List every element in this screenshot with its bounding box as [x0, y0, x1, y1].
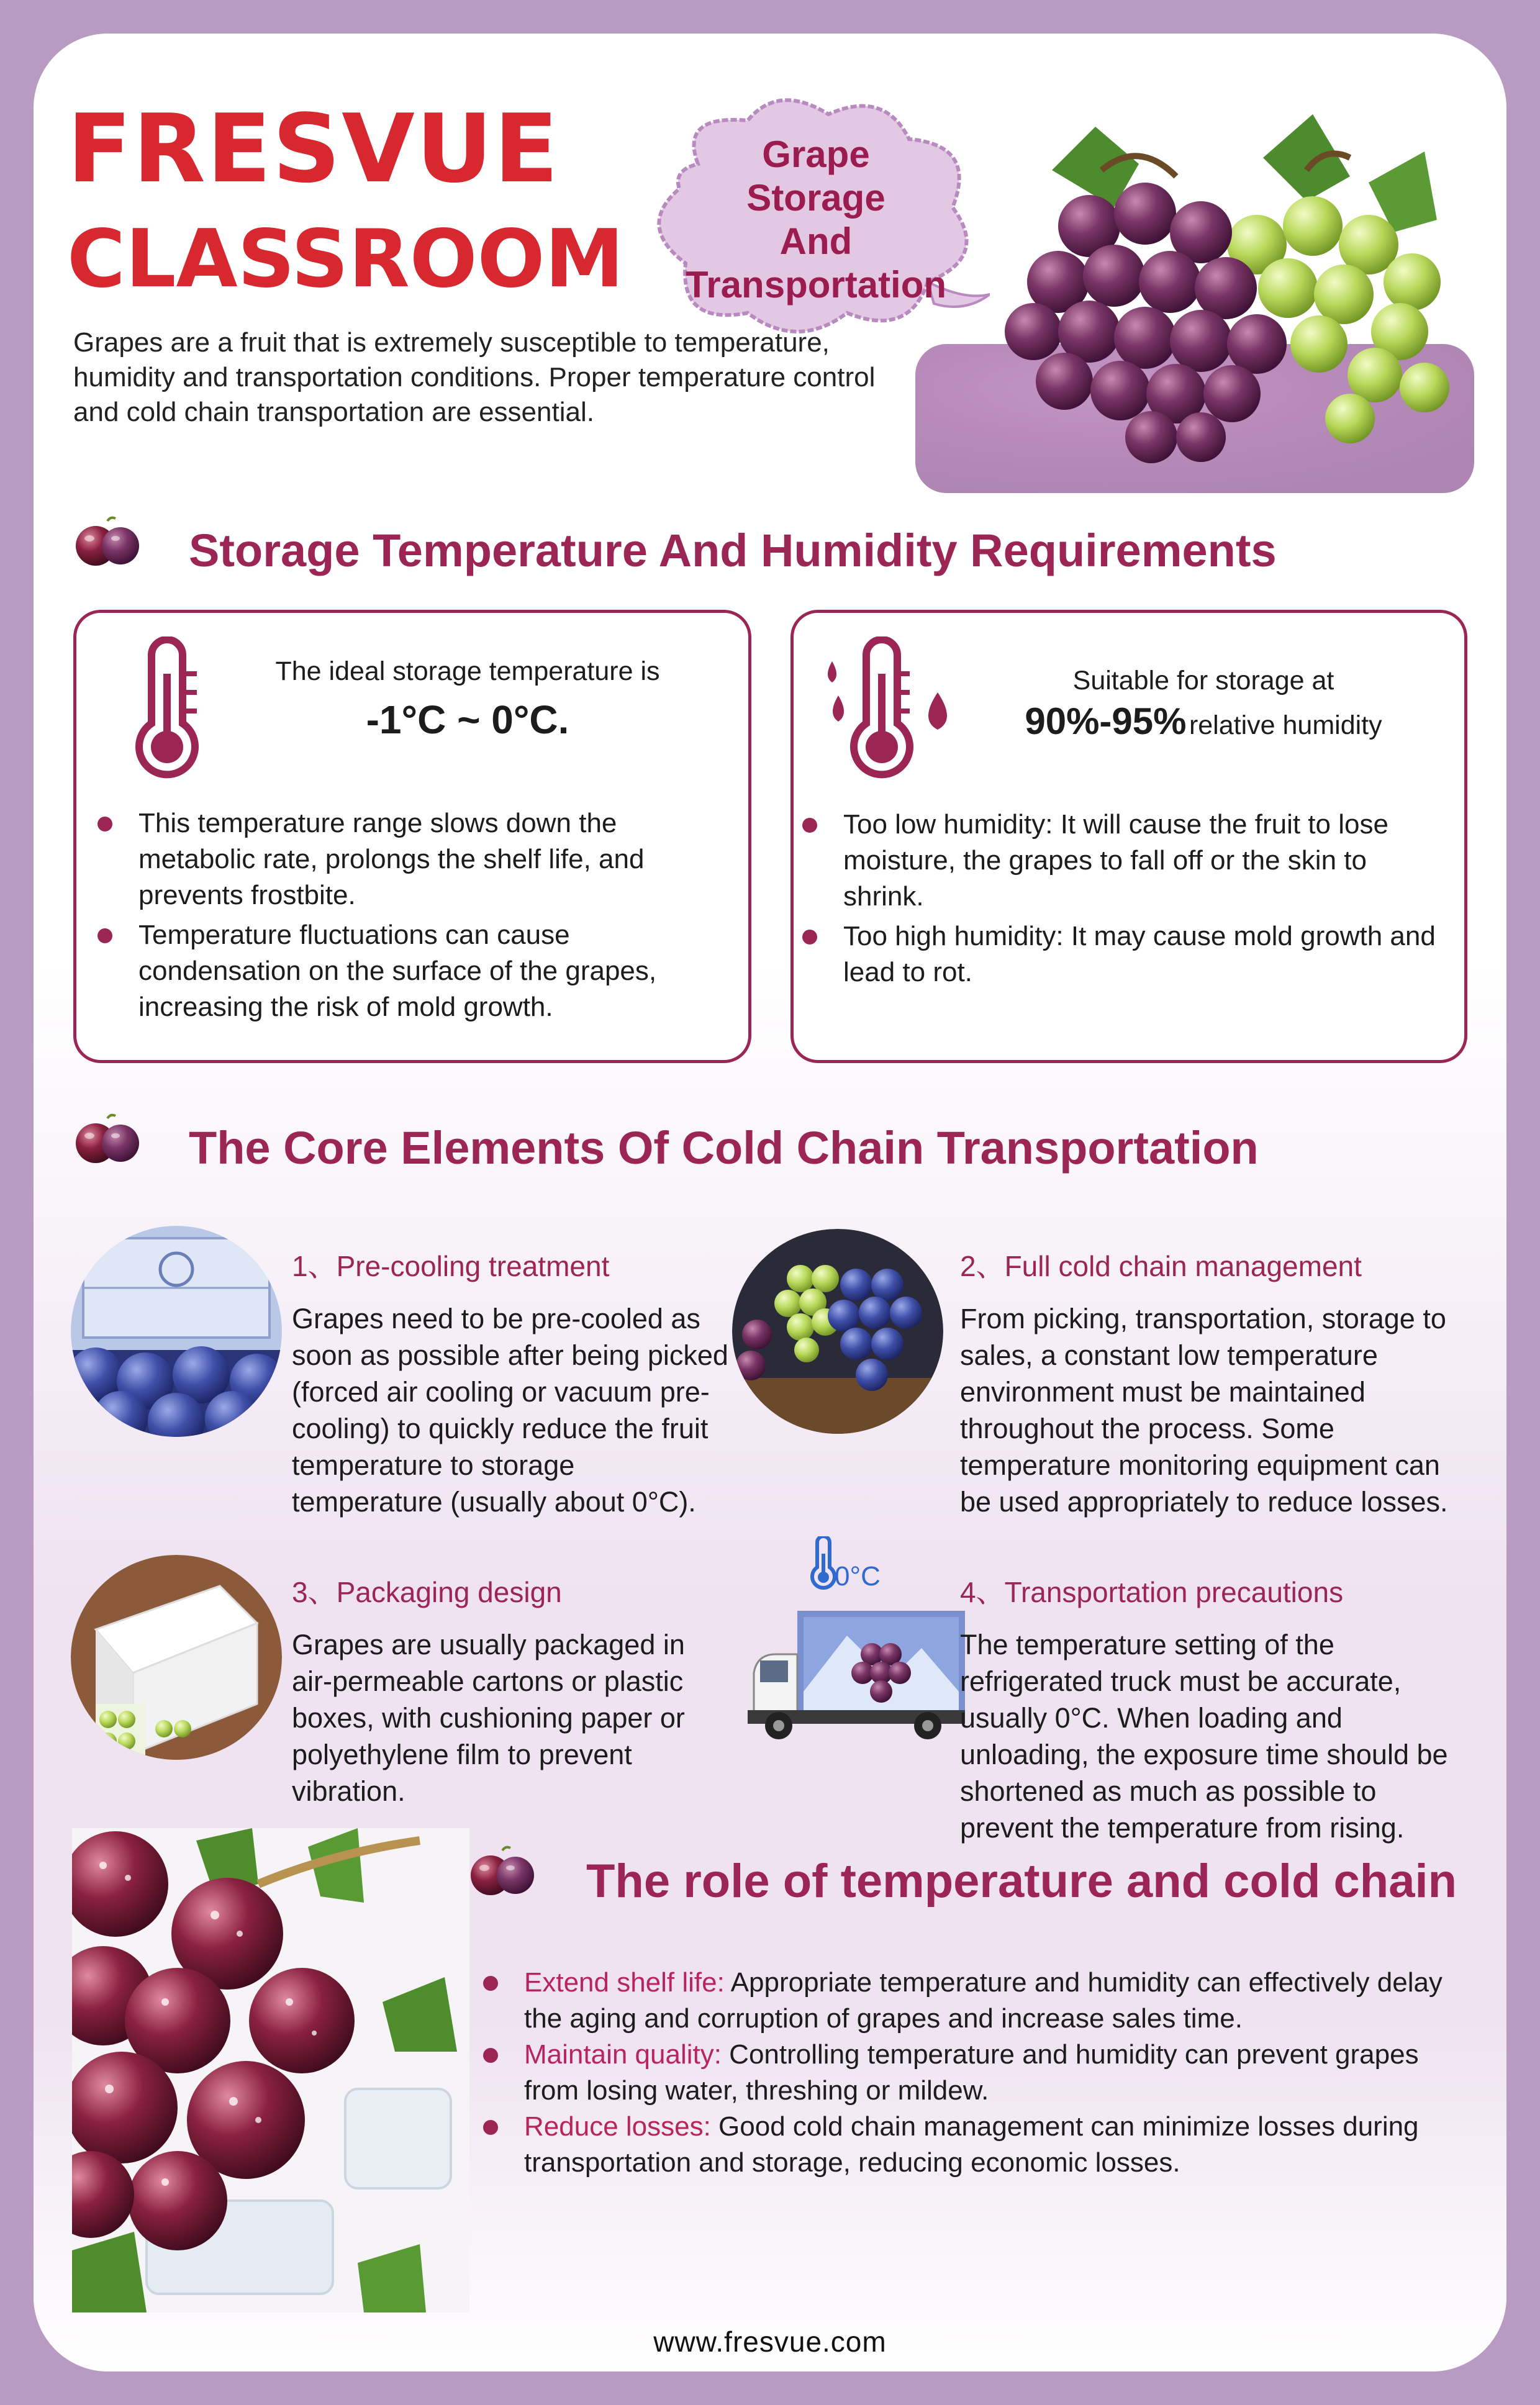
humidity-bullets [794, 807, 1439, 990]
humidity-suffix: relative humidity [1189, 710, 1382, 740]
grape-icon [73, 515, 142, 571]
humidity-lead: Suitable for storage at [1072, 666, 1334, 695]
refrigerated-truck-image [741, 1598, 971, 1747]
temperature-card [73, 610, 751, 1063]
brand-logo: FRESVUE [67, 94, 560, 204]
intro-text: Grapes are a fruit that is extremely susceptible to temperature, humidity and transportation conditions. Proper temperature control and cold chain transportation are essential. [73, 327, 876, 427]
truck-temperature-badge: 0°C [835, 1561, 881, 1592]
brand-subtitle: CLASSROOM [67, 213, 624, 306]
role-text: Controlling temperature and humidity can prevent grapes from losing water, threshing or mildew. [524, 2039, 1419, 2106]
precooling-image [71, 1226, 282, 1437]
element-body: Grapes need to be pre-cooled as soon as possible after being picked (forced air cooling or vacuum pre-cooling) to quickly reduce the fruit temperature to storage temperature (usually about 0°C). [292, 1303, 728, 1518]
temperature-bullets [89, 805, 716, 1025]
humidity-value: 90%-95% [1025, 700, 1187, 742]
grapes-ice-image [72, 1828, 469, 2312]
section-title-storage: Storage Temperature And Humidity Requirements [189, 525, 1277, 576]
list-item: Too high humidity: It may cause mold growth and lead to rot. [794, 918, 1439, 990]
list-item: This temperature range slows down the metabolic rate, prolongs the shelf life, and prevents frostbite. [89, 805, 716, 913]
list-item: Too low humidity: It will cause the fruit to lose moisture, the grapes to fall off or the skin to shrink. [794, 807, 1439, 915]
role-label: Extend shelf life: [524, 1967, 725, 1998]
role-list [474, 1965, 1468, 2181]
cloud-line: Transportation [685, 264, 947, 306]
section-title-role: The role of temperature and cold chain [586, 1855, 1457, 1908]
temperature-value: -1°C ~ 0°C. [366, 697, 569, 742]
list-item: Temperature fluctuations can cause condensation on the surface of the grapes, increasing the risk of mold growth. [89, 917, 716, 1025]
footer-url[interactable]: www.fresvue.com [653, 2326, 887, 2358]
role-text: Appropriate temperature and humidity can effectively delay the aging and corruption of grapes and increase sales time. [524, 1967, 1443, 2034]
element-body: From picking, transportation, storage to sales, a constant low temperature environment must be maintained throughout the process. Some temperature monitoring equipment can be used appropriately to reduce losses. [960, 1303, 1448, 1518]
grape-icon [468, 1844, 537, 1900]
grape-icon [73, 1112, 142, 1168]
role-label: Maintain quality: [524, 2039, 722, 2070]
list-item [474, 1965, 1468, 2037]
role-label: Reduce losses: [524, 2111, 711, 2142]
element-title: 3、Packaging design [292, 1576, 562, 1608]
humidity-value-line [980, 700, 1427, 743]
temperature-lead: The ideal storage temperature is [275, 656, 660, 686]
humidity-card [790, 610, 1467, 1063]
hero-grapes-image [878, 102, 1480, 499]
element-title: 4、Transportation precautions [960, 1576, 1344, 1608]
element-title: 2、Full cold chain management [960, 1250, 1362, 1282]
cold-chain-image [732, 1229, 943, 1434]
element-body: Grapes are usually packaged in air-permeable cartons or plastic boxes, with cushioning paper or polyethylene film to prevent vibration. [292, 1629, 685, 1807]
section-title-core: The Core Elements Of Cold Chain Transportation [189, 1122, 1259, 1174]
list-item [474, 2037, 1468, 2109]
element-title: 1、Pre-cooling treatment [292, 1250, 610, 1282]
cloud-line: Grape [762, 134, 870, 175]
cloud-line: Storage [746, 177, 886, 219]
packaging-image [71, 1555, 282, 1760]
list-item [474, 2109, 1468, 2181]
infographic-card [34, 34, 1506, 2371]
element-body: The temperature setting of the refrigerated truck must be accurate, usually 0°C. When loading and unloading, the exposure time should be shortened as much as possible to prevent the temperature from rising. [960, 1629, 1448, 1844]
role-text: Good cold chain management can minimize losses during transportation and storage, reducing economic losses. [524, 2111, 1419, 2178]
thermometer-icon [124, 636, 211, 779]
cloud-line: And [779, 220, 853, 262]
humidity-thermometer-icon [813, 636, 969, 779]
